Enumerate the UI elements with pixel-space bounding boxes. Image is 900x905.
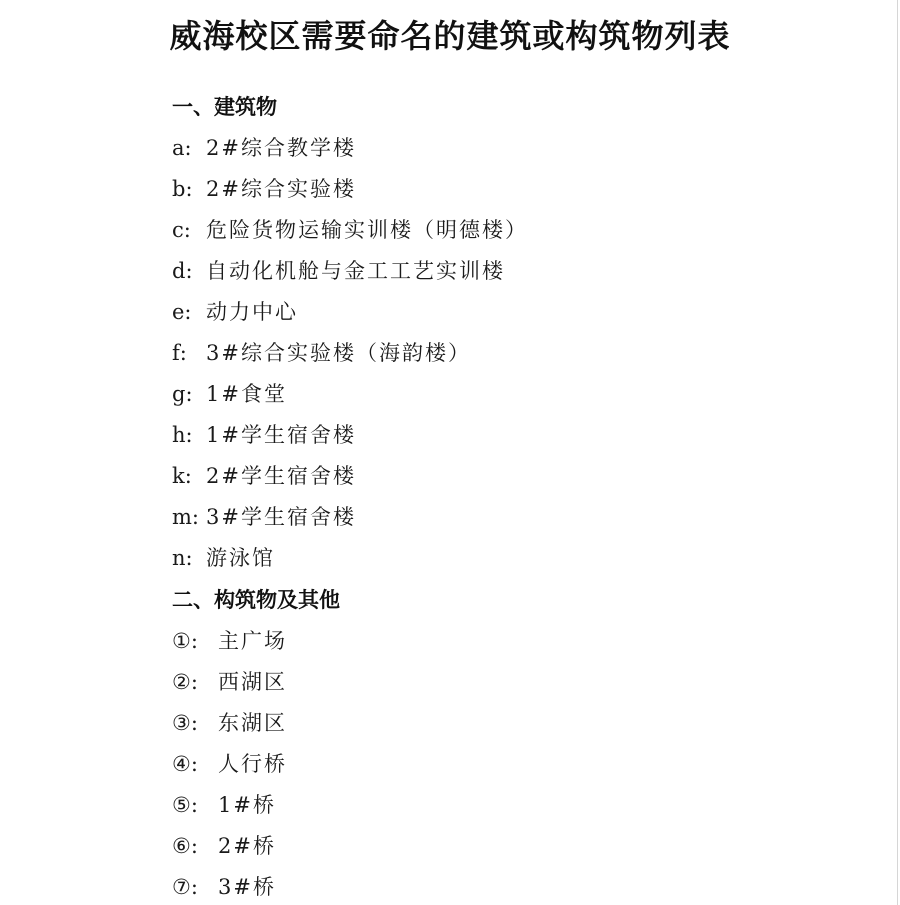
section-heading-structures: 二、构筑物及其他 <box>172 588 340 612</box>
item-text: 3#桥 <box>218 875 276 899</box>
list-item <box>172 297 298 327</box>
section-heading-buildings: 一、建筑物 <box>172 95 277 119</box>
item-text: 主广场 <box>218 629 287 653</box>
item-label: ②: <box>172 670 198 694</box>
item-text: 2#综合实验楼 <box>206 177 356 201</box>
item-text: 1#食堂 <box>206 382 287 406</box>
item-label: c: <box>172 218 191 242</box>
item-text: 人行桥 <box>218 752 287 776</box>
document-title: 威海校区需要命名的建筑或构筑物列表 <box>169 17 731 55</box>
item-text: 动力中心 <box>206 300 298 324</box>
list-item <box>172 749 287 779</box>
page-edge-divider <box>897 0 898 905</box>
item-label: g: <box>172 382 193 406</box>
item-label: h: <box>172 423 193 447</box>
item-label: n: <box>172 546 193 570</box>
item-text: 2#学生宿舍楼 <box>206 464 356 488</box>
item-text: 游泳馆 <box>206 546 275 570</box>
list-item <box>172 461 356 491</box>
item-text: 自动化机舱与金工工艺实训楼 <box>206 259 505 283</box>
item-text: 3#综合实验楼（海韵楼） <box>206 341 471 365</box>
item-label: m: <box>172 505 199 529</box>
item-label: ④: <box>172 752 198 776</box>
item-label: a: <box>172 136 192 160</box>
list-item <box>172 502 356 532</box>
item-text: 2#桥 <box>218 834 276 858</box>
list-item <box>172 667 287 697</box>
item-text: 1#桥 <box>218 793 276 817</box>
item-label: f: <box>172 341 187 365</box>
item-text: 危险货物运输实训楼（明德楼） <box>206 218 528 242</box>
item-label: b: <box>172 177 193 201</box>
item-label: ⑤: <box>172 793 198 817</box>
list-item <box>172 708 287 738</box>
list-item <box>172 420 356 450</box>
list-item <box>172 543 275 573</box>
item-label: ③: <box>172 711 198 735</box>
item-text: 2#综合教学楼 <box>206 136 356 160</box>
item-label: e: <box>172 300 192 324</box>
list-item <box>172 215 528 245</box>
list-item <box>172 379 287 409</box>
list-item <box>172 872 276 902</box>
item-text: 3#学生宿舍楼 <box>206 505 356 529</box>
list-item <box>172 831 276 861</box>
item-label: ⑥: <box>172 834 198 858</box>
list-item <box>172 256 505 286</box>
item-text: 1#学生宿舍楼 <box>206 423 356 447</box>
item-label: ⑦: <box>172 875 198 899</box>
item-text: 东湖区 <box>218 711 287 735</box>
list-item <box>172 338 471 368</box>
list-item <box>172 626 287 656</box>
item-label: d: <box>172 259 193 283</box>
item-label: ①: <box>172 629 198 653</box>
list-item <box>172 174 356 204</box>
item-text: 西湖区 <box>218 670 287 694</box>
item-label: k: <box>172 464 192 488</box>
list-item <box>172 133 356 163</box>
list-item <box>172 790 276 820</box>
